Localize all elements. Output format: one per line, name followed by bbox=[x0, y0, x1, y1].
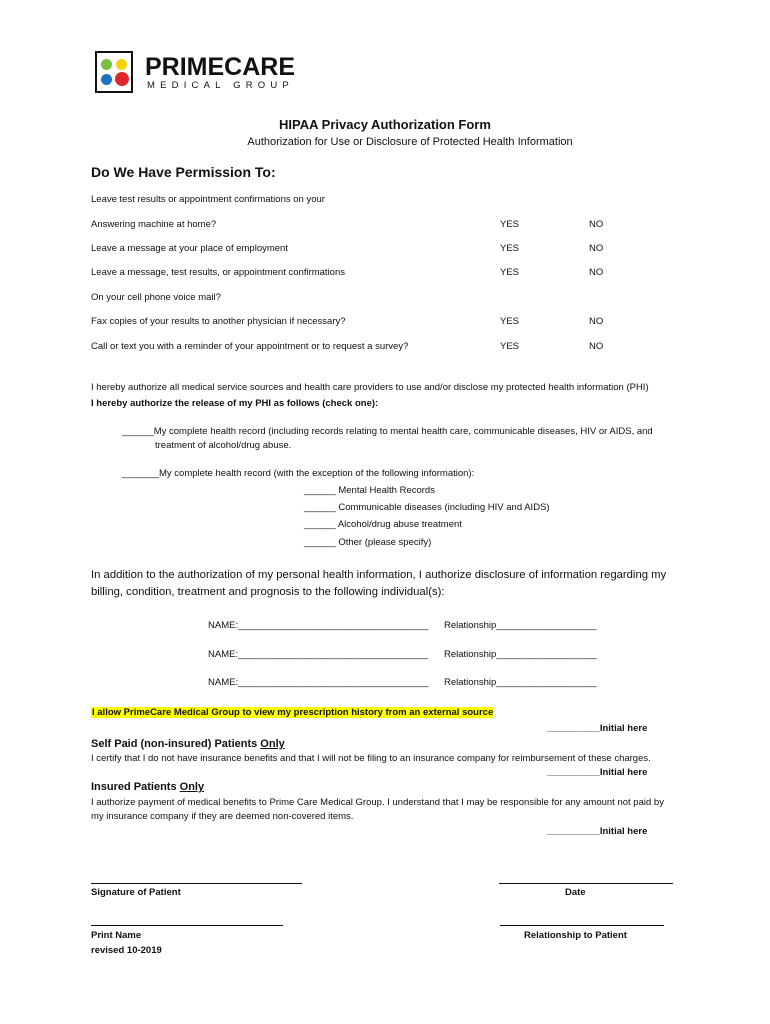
exception-item[interactable]: ______ Communicable diseases (including HIV and AIDS) bbox=[304, 502, 550, 513]
prescription-initial[interactable]: __________Initial here bbox=[547, 723, 648, 734]
relationship-to-patient-label: Relationship to Patient bbox=[524, 930, 627, 941]
print-name-label: Print Name bbox=[91, 930, 142, 941]
option-complete-record[interactable]: ______My complete health record (including records relating to mental health care, communicable diseases, HIV or AIDS, and bbox=[122, 426, 653, 437]
permission-intro: Leave test results or appointment confirmations on your bbox=[91, 194, 325, 205]
question-text: Answering machine at home? bbox=[91, 219, 217, 230]
yes-option[interactable]: YES bbox=[500, 341, 520, 352]
exception-item[interactable]: ______ Mental Health Records bbox=[304, 485, 435, 496]
signature-line[interactable] bbox=[91, 883, 302, 884]
prescription-consent: I allow PrimeCare Medical Group to view my prescription history from an external source bbox=[92, 707, 494, 718]
yellow-dot-icon bbox=[116, 59, 127, 70]
logo-mark bbox=[95, 51, 133, 93]
insured-text: I authorize payment of medical benefits to Prime Care Medical Group. I understand that I may be responsible for any amount not paid by bbox=[91, 797, 664, 808]
signature-label: Signature of Patient bbox=[91, 887, 181, 898]
authorize-release-heading: I hereby authorize the release of my PHI as follows (check one): bbox=[91, 398, 379, 409]
self-paid-text: I certify that I do not have insurance benefits and that I will not be filing to an insurance company for reimbursement of these charges. bbox=[91, 753, 651, 764]
question-text: Fax copies of your results to another physician if necessary? bbox=[91, 316, 346, 327]
date-line[interactable] bbox=[499, 883, 673, 884]
yes-option[interactable]: YES bbox=[500, 316, 520, 327]
option-complete-record-cont: treatment of alcohol/drug abuse. bbox=[155, 440, 292, 451]
relationship-field[interactable]: Relationship___________________ bbox=[444, 649, 597, 660]
no-option[interactable]: NO bbox=[589, 267, 604, 278]
name-field[interactable]: NAME:____________________________________ bbox=[208, 649, 429, 660]
insured-heading-text: Insured Patients bbox=[91, 781, 180, 793]
relationship-line[interactable] bbox=[500, 925, 664, 926]
revision-label: revised 10-2019 bbox=[91, 945, 162, 956]
yes-option[interactable]: YES bbox=[500, 219, 520, 230]
yes-option[interactable]: YES bbox=[500, 267, 520, 278]
self-paid-heading-text: Self Paid (non-insured) Patients bbox=[91, 738, 261, 750]
insured-text-cont: my insurance company if they are deemed non-covered items. bbox=[91, 811, 354, 822]
self-paid-initial[interactable]: __________Initial here bbox=[547, 767, 648, 778]
name-field[interactable]: NAME:____________________________________ bbox=[208, 677, 429, 688]
self-paid-only: Only bbox=[260, 738, 285, 750]
question-text: Call or text you with a reminder of your appointment or to request a survey? bbox=[91, 341, 409, 352]
question-text: Leave a message at your place of employment bbox=[91, 243, 288, 254]
self-paid-heading bbox=[91, 738, 285, 750]
disclosure-text: In addition to the authorization of my personal health information, I authorize disclosure of information regarding my bbox=[91, 569, 667, 581]
exception-item[interactable]: ______ Alcohol/drug abuse treatment bbox=[304, 519, 462, 530]
logo-name: PRIMECARE bbox=[145, 53, 296, 81]
no-option[interactable]: NO bbox=[589, 219, 604, 230]
print-name-line[interactable] bbox=[91, 925, 283, 926]
no-option[interactable]: NO bbox=[589, 316, 604, 327]
primecare-logo bbox=[95, 51, 309, 95]
red-dot-icon bbox=[115, 72, 129, 86]
permission-heading: Do We Have Permission To: bbox=[91, 164, 276, 180]
yes-option[interactable]: YES bbox=[500, 243, 520, 254]
date-label: Date bbox=[565, 887, 586, 898]
form-title: HIPAA Privacy Authorization Form bbox=[279, 117, 491, 132]
insured-only: Only bbox=[179, 781, 205, 793]
insured-heading bbox=[91, 781, 204, 793]
option-record-with-exceptions[interactable]: _______My complete health record (with the exception of the following information): bbox=[122, 468, 475, 479]
disclosure-text-cont: billing, condition, treatment and prognosis to the following individual(s): bbox=[91, 586, 445, 598]
question-text: Leave a message, test results, or appointment confirmations bbox=[91, 267, 345, 278]
exception-item[interactable]: ______ Other (please specify) bbox=[304, 537, 432, 548]
green-dot-icon bbox=[101, 59, 112, 70]
form-subtitle: Authorization for Use or Disclosure of Protected Health Information bbox=[247, 136, 573, 148]
authorize-statement: I hereby authorize all medical service sources and health care providers to use and/or disclose my protected health information (PHI) bbox=[91, 382, 649, 393]
relationship-field[interactable]: Relationship___________________ bbox=[444, 620, 597, 631]
logo-subtitle: MEDICAL GROUP bbox=[147, 80, 294, 91]
blue-dot-icon bbox=[101, 74, 112, 85]
relationship-field[interactable]: Relationship___________________ bbox=[444, 677, 597, 688]
question-text: On your cell phone voice mail? bbox=[91, 292, 221, 303]
no-option[interactable]: NO bbox=[589, 341, 604, 352]
insured-initial[interactable]: __________Initial here bbox=[547, 826, 648, 837]
name-field[interactable]: NAME:____________________________________ bbox=[208, 620, 429, 631]
no-option[interactable]: NO bbox=[589, 243, 604, 254]
